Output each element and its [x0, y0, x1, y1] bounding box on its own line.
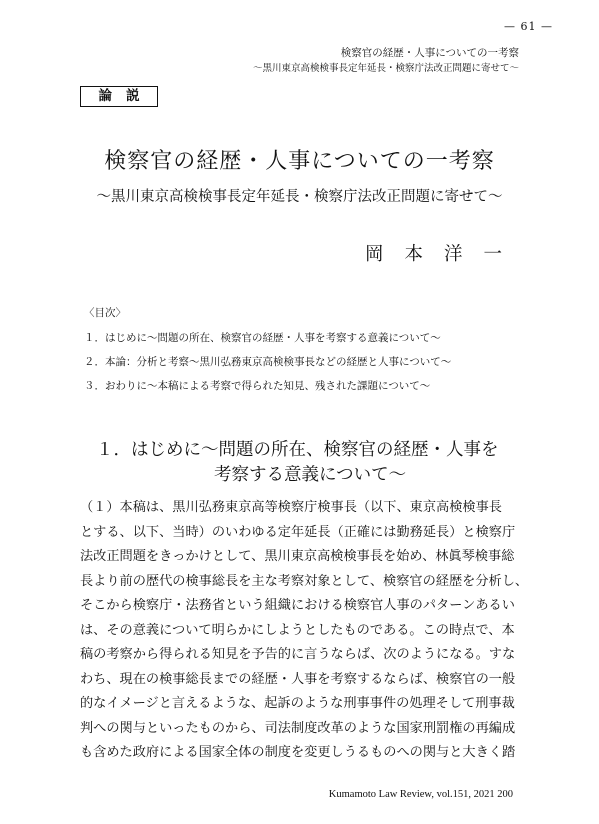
body-line: わち、現在の検事総長までの経歴・人事を考察するならば、検察官の一般: [80, 671, 516, 687]
body-line: も含めた政府による国家全体の制度を変更しうるものへの関与と大きく踏: [80, 745, 516, 760]
journal-footer: Kumamoto Law Review, vol.151, 2021 200: [328, 789, 513, 800]
toc-item: １．はじめに〜問題の所在、検察官の経歴・人事を考察する意義について〜: [84, 332, 441, 344]
running-header: [253, 46, 519, 76]
running-header-title: 検察官の経歴・人事についての一考察: [340, 47, 519, 59]
section-heading-line: １．はじめに〜問題の所在、検察官の経歴・人事を: [96, 440, 499, 460]
section-heading-line: 考察する意義について〜: [214, 465, 407, 485]
toc-heading: 〈目次〉: [84, 307, 126, 319]
body-line: 判への関与といったものから、司法制度改革のような国家刑罰権の再編成: [80, 720, 516, 736]
body-line: （１）本稿は、黒川弘務東京高等検察庁検事長（以下、東京高検検事長: [80, 500, 502, 515]
body-line: 的なイメージと言えるような、起訴のような刑事事件の処理そして刑事裁: [80, 696, 515, 711]
section-badge: 論説: [80, 86, 158, 107]
page-number: — 61 —: [504, 20, 553, 33]
body-line: そこから検察庁・法務省という組織における検察官人事のパターンあるい: [80, 598, 515, 613]
body-line: とする、以下、当時）のいわゆる定年延長（正確には勤務延長）と検察庁: [80, 524, 516, 540]
body-line: 長より前の歴代の検事総長を主な考察対象として、検察官の経歴を分析し、: [80, 573, 529, 589]
table-of-contents: [84, 330, 451, 402]
author-name: 岡本洋一: [364, 244, 523, 265]
article-subtitle: 〜黒川東京高検検事長定年延長・検察庁法改正問題に寄せて〜: [96, 189, 503, 205]
article-title: 検察官の経歴・人事についての一考察: [104, 149, 495, 174]
body-line: は、その意義について明らかにしようとしたものである。この時点で、本: [80, 622, 515, 638]
section-heading: [96, 438, 499, 488]
toc-item: ３．おわりに〜本稿による考察で得られた知見、残された課題について〜: [84, 380, 431, 392]
running-header-subtitle: 〜黒川東京高検検事長定年延長・検察庁法改正問題に寄せて〜: [252, 63, 519, 74]
body-paragraph: [80, 496, 529, 766]
body-line: 稿の考察から得られる知見を予告的に言うならば、次のようになる。すな: [80, 647, 516, 662]
body-line: 法改正問題をきっかけとして、黒川東京高検検事長を始め、林眞琴検事総: [80, 549, 515, 564]
toc-item: ２．本論：分析と考察〜黒川弘務東京高検検事長などの経歴と人事について〜: [84, 356, 452, 368]
